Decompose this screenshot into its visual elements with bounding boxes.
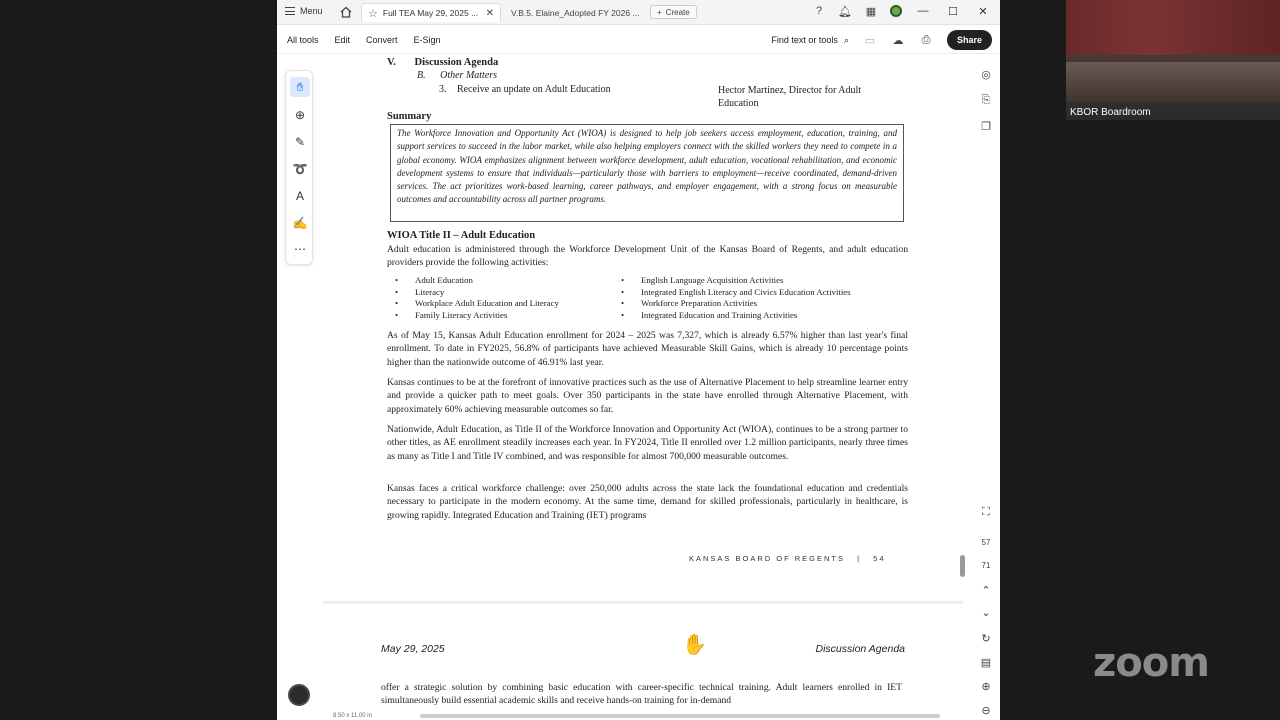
- page-header-date: May 29, 2025: [381, 643, 445, 655]
- acrobat-window: [277, 0, 1000, 720]
- close-window-icon[interactable]: ✕: [978, 5, 988, 18]
- chevron-down-icon[interactable]: ⌄: [981, 606, 991, 619]
- summary-box: The Workforce Innovation and Opportunity Act (WIOA) is designed to help job seekers access employment, education, training, and support services to succeed in the labor market, while also helping employers connect with the skilled workers they need to compete in a global economy. WIOA emphasizes alignment between workforce development, adult education, vocational rehabilitation, and economic development systems to ensure that individuals—particularly those with barriers to employment—receive coordinated, demand-driven services. The act prioritizes work-based learning, career pathways, and employer engagement, with a strong focus on measurable outcomes and accountability across all partner programs.: [390, 124, 904, 222]
- comment-icon[interactable]: ◎: [981, 68, 991, 81]
- page-divider: [323, 601, 963, 604]
- pen-icon[interactable]: ✎: [294, 135, 306, 149]
- item-number: 3.: [439, 84, 447, 95]
- list-item: • English Language Acquisition Activities: [621, 275, 784, 285]
- tab-elaine-adopted[interactable]: [505, 3, 645, 22]
- zoom-video-tile[interactable]: [1066, 0, 1280, 120]
- document-view[interactable]: [323, 55, 963, 720]
- hand-tool-icon[interactable]: ✋︎: [290, 77, 310, 97]
- toolbar-esign[interactable]: E-Sign: [413, 35, 441, 45]
- bullets-right: [621, 275, 911, 321]
- zoom-logo: zoom: [1093, 640, 1209, 686]
- plus-icon: +: [657, 7, 662, 17]
- total-pages: 71: [981, 561, 991, 570]
- maximize-icon[interactable]: ☐: [948, 5, 958, 18]
- print-icon[interactable]: ⎙: [921, 33, 931, 46]
- create-label: Create: [665, 7, 690, 17]
- footer-org: KANSAS BOARD OF REGENTS: [689, 554, 846, 563]
- wioa-heading: WIOA Title II – Adult Education: [387, 230, 536, 241]
- find-label: Find text or tools: [771, 35, 838, 45]
- help-icon[interactable]: ?: [815, 5, 823, 17]
- bell-icon[interactable]: 🔔︎: [838, 5, 852, 18]
- section-title: Discussion Agenda: [414, 57, 499, 68]
- list-item: • Integrated Education and Training Activities: [621, 309, 798, 320]
- fit-page-icon[interactable]: ⛶: [982, 505, 990, 518]
- hand-cursor-icon: ✋: [682, 634, 707, 656]
- list-item: • Workplace Adult Education and Literacy: [395, 298, 559, 309]
- camera-backdrop: [1066, 0, 1280, 55]
- sub-letter: B.: [417, 70, 426, 81]
- share-button[interactable]: Share: [947, 30, 992, 50]
- search-icon: ⌕: [843, 34, 849, 45]
- toolbar: [277, 26, 1000, 54]
- zoom-out-icon[interactable]: ⊖: [981, 704, 991, 717]
- upload-cloud-icon[interactable]: ☁: [892, 34, 904, 47]
- camera-label: KBOR Boardroom: [1070, 107, 1151, 118]
- avatar[interactable]: [890, 5, 902, 17]
- right-tool-rail: [972, 56, 1000, 720]
- star-icon[interactable]: ☆: [368, 7, 378, 20]
- refresh-icon[interactable]: ↻: [981, 632, 991, 645]
- sign-icon[interactable]: ✍: [292, 216, 308, 230]
- wioa-intro: Adult education is administered through the Workforce Development Unit of the Kansas Board of Regents, and adult education providers provide the following activities:: [387, 244, 908, 269]
- text-box-icon[interactable]: A: [295, 189, 304, 203]
- toolbar-convert[interactable]: Convert: [366, 35, 398, 45]
- item-title: Receive an update on Adult Education: [457, 84, 611, 95]
- home-icon[interactable]: [339, 5, 353, 19]
- minimize-icon[interactable]: —: [917, 5, 929, 17]
- list-item: • Family Literacy Activities: [395, 309, 508, 320]
- page-header-section: Discussion Agenda: [815, 643, 905, 655]
- title-bar: [277, 0, 1000, 25]
- paragraph-workforce-challenge: Kansas faces a critical workforce challenge: over 250,000 adults across the state lack the foundational education and credentials necessary to participate in the modern economy. At the same time, demand for skilled professionals, particularly in healthcare, is growing rapidly. Integrated Education and Training (IET) programs: [387, 483, 908, 521]
- page-size-status: 8.50 x 11.00 in: [333, 713, 372, 719]
- menu-label: Menu: [300, 6, 323, 16]
- tab-label: Full TEA May 29, 2025 ...: [382, 8, 479, 18]
- create-button[interactable]: [650, 5, 697, 19]
- more-icon[interactable]: ⋯: [294, 242, 306, 256]
- list-item: • Literacy: [395, 286, 445, 297]
- paragraph-iet: offer a strategic solution by combining basic education with career-specific technical training. Adult learners enrolled in IET simultaneously build essential academic skills and receive hands-on training for in-demand: [381, 682, 902, 707]
- sub-title: Other Matters: [440, 70, 498, 81]
- vertical-scrollbar[interactable]: [960, 555, 965, 577]
- zoom-comment-icon[interactable]: ⊕: [294, 108, 306, 122]
- hamburger-icon: [285, 7, 295, 15]
- list-item: • Workforce Preparation Activities: [621, 298, 758, 309]
- zoom-in-icon[interactable]: ⊕: [981, 680, 991, 693]
- apps-grid-icon[interactable]: ▦: [865, 5, 877, 18]
- current-page-number[interactable]: 57: [981, 538, 991, 547]
- paragraph-alternative-placement: Kansas continues to be at the forefront of innovative practices such as the use of Alternative Placement to help streamline learner entry and provide a quicker path to meet goals. Over 350 participants in the state have enrolled through Alternative Placement, with approximately 60% achieving measurable outcomes so far.: [387, 377, 908, 415]
- list-item: • Integrated English Literacy and Civics Education Activities: [621, 286, 851, 297]
- toolbar-all-tools[interactable]: All tools: [287, 35, 319, 45]
- left-tool-rail: [285, 70, 313, 265]
- list-item: • Adult Education: [395, 275, 473, 285]
- save-icon[interactable]: ▭: [864, 34, 876, 47]
- horizontal-scrollbar[interactable]: [420, 714, 940, 718]
- menu-button[interactable]: [285, 6, 323, 16]
- tab-full-tea[interactable]: [361, 3, 501, 22]
- ai-assistant-button[interactable]: [288, 684, 310, 706]
- page-footer: [689, 554, 886, 563]
- tab-label: V.B.5. Elaine_Adopted FY 2026 ...: [511, 7, 640, 18]
- toolbar-edit[interactable]: Edit: [334, 35, 351, 45]
- paragraph-nationwide: Nationwide, Adult Education, as Title II of the Workforce Innovation and Opportunity Act (WIOA), continues to be a strong partner to other titles, as AE enrollment steadily increases each year. In FY2024, Title II enrolled over 1.2 million participants, nearly three times as many as Title I and Title IV combined, and was responsible for almost 700,000 measurable outcomes.: [387, 424, 908, 462]
- section-number: V.: [387, 57, 396, 68]
- bullets-left: [395, 275, 635, 321]
- camera-table: [1066, 62, 1280, 102]
- find-text-button[interactable]: [771, 35, 849, 46]
- footer-separator: |: [857, 554, 862, 563]
- chevron-up-icon[interactable]: ⌃: [981, 584, 991, 597]
- pages-icon[interactable]: ❐: [981, 120, 991, 133]
- close-tab-icon[interactable]: ✕: [485, 7, 494, 19]
- presenter: Hector Martinez, Director for Adult Education: [718, 85, 862, 109]
- lasso-icon[interactable]: ➰: [292, 162, 308, 176]
- bookmark-icon[interactable]: ⎘: [981, 93, 991, 106]
- paragraph-enrollment: As of May 15, Kansas Adult Education enrollment for 2024 – 2025 was 7,327, which is already 6.57% higher than last year's final enrollment. To date in FY2025, 56.8% of participants have achieved Measurable Skill Gains, which is already 10 percentage points higher than the nationwide outcome of 46.91% last year.: [387, 330, 908, 368]
- page-save-icon[interactable]: ▤: [980, 656, 992, 669]
- footer-page-number: 54: [873, 554, 886, 563]
- summary-heading: Summary: [387, 111, 432, 122]
